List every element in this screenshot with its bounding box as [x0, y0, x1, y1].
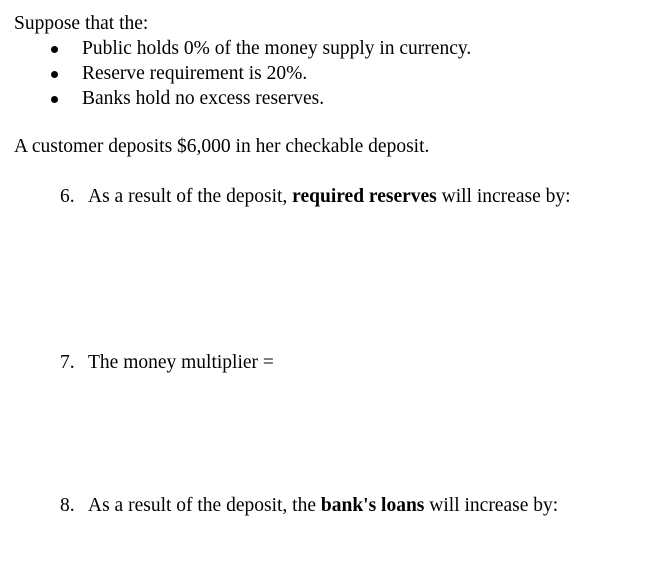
bullet-icon: [51, 71, 58, 78]
question-emphasis: required reserves: [292, 186, 437, 207]
question-6: [60, 185, 571, 209]
question-text-prefix: The money multiplier =: [88, 352, 274, 373]
bullet-icon: [51, 46, 58, 53]
bullet-icon: [51, 96, 58, 103]
question-emphasis: bank's loans: [320, 495, 425, 516]
scenario-text: A customer deposits $6,000 in her checkable deposit.: [14, 136, 430, 157]
question-8: [60, 494, 558, 518]
question-number: 6.: [60, 186, 75, 207]
condition-item: Public holds 0% of the money supply in currency.: [82, 38, 472, 59]
question-number: 8.: [60, 495, 75, 516]
question-number: 7.: [60, 352, 75, 373]
question-text-prefix: As a result of the deposit,: [88, 186, 293, 207]
question-7: [60, 351, 274, 375]
question-text-prefix: As a result of the deposit, the: [88, 495, 321, 516]
condition-item: Reserve requirement is 20%.: [82, 63, 308, 84]
intro-text: Suppose that the:: [14, 13, 149, 34]
question-text-suffix: will increase by:: [436, 186, 571, 207]
question-text-suffix: will increase by:: [424, 495, 559, 516]
condition-item: Banks hold no excess reserves.: [82, 88, 325, 109]
